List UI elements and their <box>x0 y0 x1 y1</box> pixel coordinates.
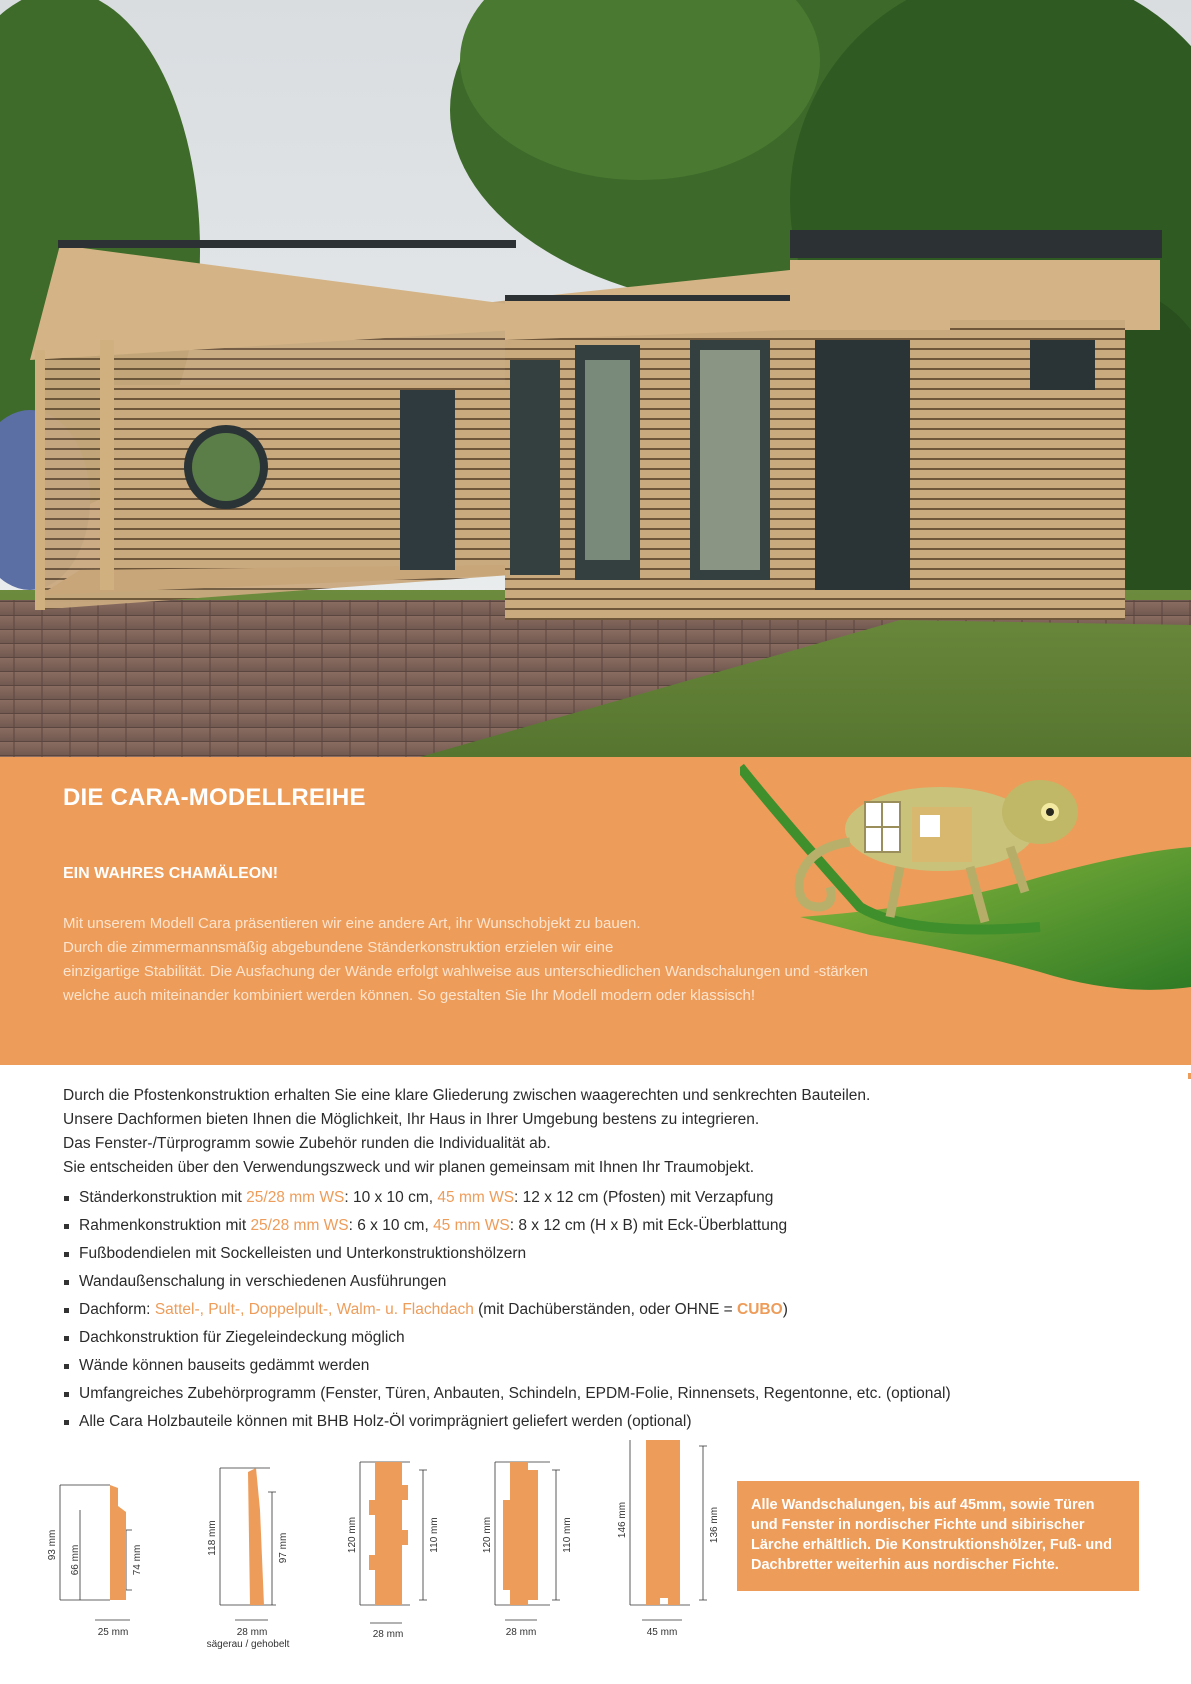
note-line: Alle Wandschalungen, bis auf 45mm, sowie Türen <box>751 1497 1095 1513</box>
note-line: und Fenster in nordischer Fichte und sibirischer <box>751 1517 1085 1533</box>
intro-line: Durch die zimmermannsmäßig abgebundene Ständerkonstruktion erzielen wir eine <box>63 939 614 956</box>
profile-note: sägerau / gehobelt <box>206 1639 290 1650</box>
profile-width: 28 mm <box>505 1627 537 1638</box>
profile-width: 28 mm <box>236 1627 268 1638</box>
profile-dim: 146 mm <box>617 1501 628 1539</box>
profile-width: 45 mm <box>646 1627 678 1638</box>
section-subtitle: EIN WAHRES CHAMÄLEON! <box>63 865 279 882</box>
wall-profiles <box>40 1440 730 1650</box>
profile-width: 25 mm <box>97 1627 129 1638</box>
intro-band <box>0 757 1191 1065</box>
material-note <box>737 1481 1139 1591</box>
profile-dim: 118 mm <box>207 1520 218 1556</box>
profile-dim: 93 mm <box>47 1529 58 1561</box>
profile-dim: 110 mm <box>562 1517 573 1553</box>
list-item: Umfangreiches Zubehörprogramm (Fenster, Türen, Anbauten, Schindeln, EPDM-Folie, Rinnensets, Regentonne, etc. (optional) <box>63 1380 1143 1408</box>
list-item: Fußbodendielen mit Sockelleisten und Unterkonstruktionshölzern <box>63 1240 1143 1268</box>
garden-house-photo <box>0 0 1191 757</box>
chameleon-icon <box>740 757 1191 1007</box>
list-item: Dachform: Sattel-, Pult-, Doppelpult-, Walm- u. Flachdach (mit Dachüberständen, oder OHNE = CUBO) <box>63 1296 1143 1324</box>
list-item: Dachkonstruktion für Ziegeleindeckung möglich <box>63 1324 1143 1352</box>
section-title: DIE CARA-MODELLREIHE <box>63 784 366 811</box>
profile-dim: 66 mm <box>70 1544 81 1576</box>
list-item: Wandaußenschalung in verschiedenen Ausführungen <box>63 1268 1143 1296</box>
list-item: Rahmenkonstruktion mit 25/28 mm WS: 6 x 10 cm, 45 mm WS: 8 x 12 cm (H x B) mit Eck-Überblattung <box>63 1212 1143 1240</box>
profile-dim: 136 mm <box>709 1506 720 1544</box>
intro-line: Mit unserem Modell Cara präsentieren wir eine andere Art, ihr Wunschobjekt zu bauen. <box>63 915 641 932</box>
list-item: Alle Cara Holzbauteile können mit BHB Holz-Öl vorimprägniert geliefert werden (optional) <box>63 1408 1143 1436</box>
description <box>63 1084 1143 1436</box>
description-line: Durch die Pfostenkonstruktion erhalten Sie eine klare Gliederung zwischen waagerechten und senkrechten Bauteilen. <box>63 1087 871 1104</box>
list-item: Ständerkonstruktion mit 25/28 mm WS: 10 x 10 cm, 45 mm WS: 12 x 12 cm (Pfosten) mit Verzapfung <box>63 1184 1143 1212</box>
profile-dim: 120 mm <box>482 1516 493 1554</box>
note-line: Lärche erhältlich. Die Konstruktionshölzer, Fuß- und <box>751 1537 1112 1553</box>
intro-line: welche auch miteinander kombiniert werden können. So gestalten Sie Ihr Modell modern oder klassisch! <box>63 987 756 1004</box>
profile-dim: 110 mm <box>429 1517 440 1553</box>
intro-line: einzigartige Stabilität. Die Ausfachung der Wände erfolgt wahlweise aus unterschiedlichen Wandschalungen und -stärken <box>63 963 868 980</box>
profile-dim: 74 mm <box>132 1544 143 1576</box>
note-line: Dachbretter weiterhin aus nordischer Fichte. <box>751 1557 1059 1573</box>
profile-width: 28 mm <box>372 1629 404 1640</box>
description-line: Unsere Dachformen bieten Ihnen die Möglichkeit, Ihr Haus in Ihrer Umgebung bestens zu integrieren. <box>63 1111 760 1128</box>
list-item: Wände können bauseits gedämmt werden <box>63 1352 1143 1380</box>
feature-list <box>63 1184 1143 1436</box>
profile-dim: 97 mm <box>278 1532 289 1564</box>
description-line: Das Fenster-/Türprogramm sowie Zubehör runden die Individualität ab. <box>63 1135 551 1152</box>
description-line: Sie entscheiden über den Verwendungszweck und wir planen gemeinsam mit Ihnen Ihr Traumobjekt. <box>63 1159 755 1176</box>
profile-dim: 120 mm <box>347 1516 358 1554</box>
